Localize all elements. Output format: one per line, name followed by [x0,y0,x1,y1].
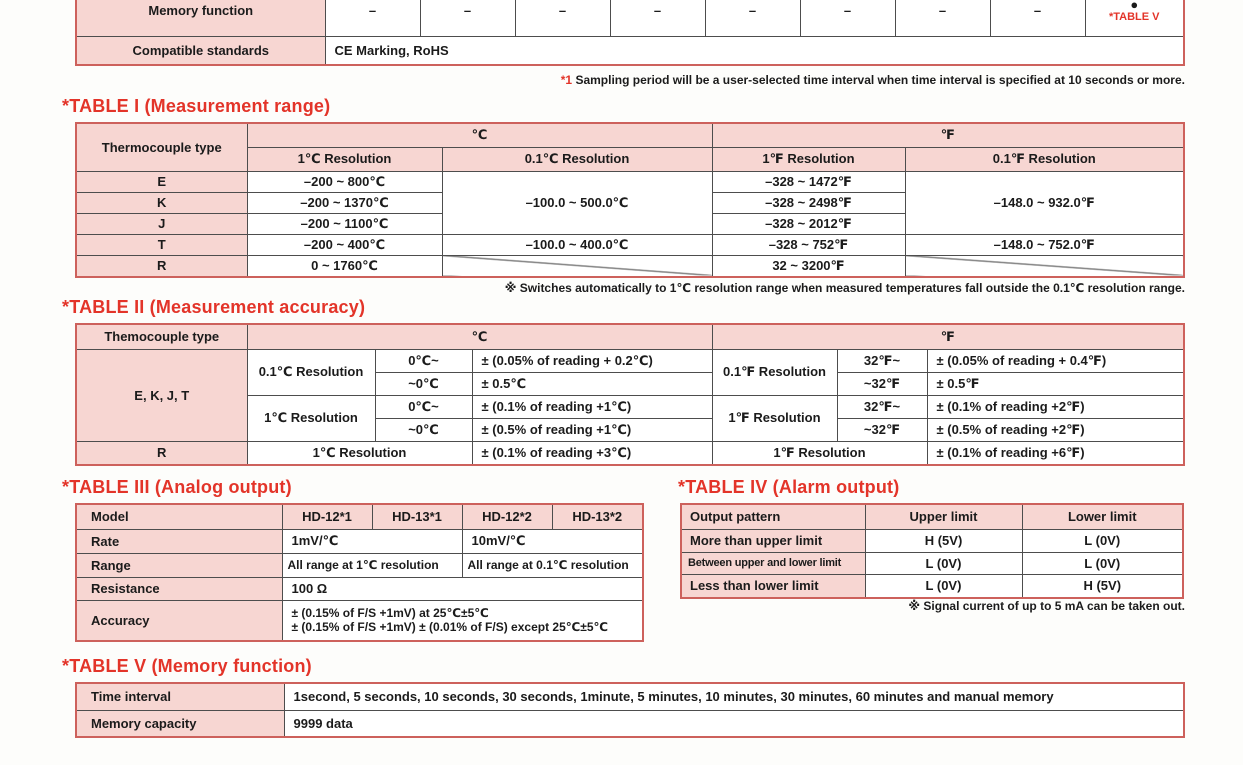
table-row [77,36,1183,64]
row-label-cell: Compatible standards [77,36,325,64]
value-cell: H (5V) [1022,574,1182,597]
row-label-cell: Less than lower limit [682,574,865,597]
table1-grid [77,124,1183,276]
table-row [77,325,1183,349]
footnote-marker: *1 [560,73,573,87]
value-cell: ± (0.5% of reading +2℉) [927,418,1183,441]
value-cell: – [420,0,515,36]
condition-cell: 0℃~ [375,349,472,372]
resolution-cell: 1℉ Resolution [712,441,927,464]
value-cell: ± (0.1% of reading +1℃) [472,395,712,418]
table-row [77,441,1183,464]
value-cell: 9999 data [284,710,1183,736]
table-row [77,171,1183,192]
row-label-cell: Between upper and lower limit [682,552,865,574]
row-label-cell: J [77,213,247,234]
column-header-cell: 1℉ Resolution [712,147,905,171]
value-cell: –200 ~ 400℃ [247,234,442,255]
bullet-dot-icon: ● [1130,0,1139,13]
value-cell: –328 ~ 1472℉ [712,171,905,192]
resolution-cell: 1℉ Resolution [712,395,837,441]
table-v-reference: *TABLE V [1108,11,1160,24]
value-cell: L (0V) [865,574,1022,597]
row-label-cell: Range [77,553,282,577]
value-cell: ± (0.5% of reading +1℃) [472,418,712,441]
table2-grid [77,325,1183,464]
value-cell: –328 ~ 2012℉ [712,213,905,234]
value-cell: CE Marking, RoHS [325,36,1183,64]
table4-footnote: ※ Signal current of up to 5 mA can be taken out. [908,599,1185,613]
table4-grid [682,505,1182,597]
spec-table [75,0,1185,66]
value-cell: –328 ~ 752℉ [712,234,905,255]
table3-grid [77,505,642,640]
row-label-cell: Memory function [77,0,325,36]
table-row [77,553,642,577]
resolution-cell: 1℃ Resolution [247,395,375,441]
value-cell: ± 0.5℃ [472,372,712,395]
table2 [75,323,1185,466]
value-cell: 100 Ω [282,577,642,600]
table3-title: *TABLE III (Analog output) [62,477,292,497]
column-header-cell: ℉ [712,325,1183,349]
column-header-cell: 0.1℉ Resolution [905,147,1183,171]
table1-footnote: ※ Switches automatically to 1℃ resolution range when measured temperatures fall outside the 0.1℃ resolution range. [504,281,1185,295]
table-row [77,124,1183,147]
row-label-cell: K [77,192,247,213]
row-label-cell: R [77,441,247,464]
table2-title: *TABLE II (Measurement accuracy) [62,297,366,317]
value-cell: H (5V) [865,529,1022,552]
row-label-cell: Model [77,505,282,529]
spec-table-grid [77,0,1183,64]
condition-cell: ~32℉ [837,372,927,395]
column-header-cell: Output pattern [682,505,865,529]
column-header-cell: 1℃ Resolution [247,147,442,171]
column-header-cell: Lower limit [1022,505,1182,529]
value-cell: 32 ~ 3200℉ [712,255,905,276]
row-label-cell: R [77,255,247,276]
not-applicable-cell [442,255,712,276]
table-row [682,552,1182,574]
value-cell: –200 ~ 1100℃ [247,213,442,234]
value-cell: – [515,0,610,36]
condition-cell: 32℉~ [837,349,927,372]
value-cell: ± (0.05% of reading + 0.2℃) [472,349,712,372]
table5-title: *TABLE V (Memory function) [62,656,312,676]
table4-title: *TABLE IV (Alarm output) [678,477,900,497]
value-cell: 10mV/℃ [462,529,642,553]
value-cell: L (0V) [1022,552,1182,574]
value-cell: ± (0.1% of reading +6℉) [927,441,1183,464]
column-header-cell: 0.1℃ Resolution [442,147,712,171]
table-row [77,577,642,600]
model-cell: HD-12*1 [282,505,372,529]
column-header-cell: Thermocouple type [77,124,247,171]
column-header-cell: ℃ [247,325,712,349]
value-cell: ± 0.5℉ [927,372,1183,395]
table3 [75,503,644,642]
table-row [77,234,1183,255]
value-cell: –328 ~ 2498℉ [712,192,905,213]
condition-cell: 0℃~ [375,395,472,418]
value-cell: –200 ~ 800℃ [247,171,442,192]
condition-cell: ~32℉ [837,418,927,441]
column-header-cell: ℃ [247,124,712,147]
resolution-cell: 0.1℉ Resolution [712,349,837,395]
value-cell: ± (0.1% of reading +3℃) [472,441,712,464]
sampling-footnote [561,73,1185,87]
condition-cell: 32℉~ [837,395,927,418]
table-row [77,529,642,553]
value-cell: –148.0 ~ 932.0℉ [905,171,1183,234]
resolution-cell: 0.1℃ Resolution [247,349,375,395]
model-cell: HD-13*1 [372,505,462,529]
accuracy-line-1: ± (0.15% of F/S +1mV) at 25℃±5℃ [291,606,489,621]
accuracy-line-2: ± (0.15% of F/S +1mV) ± (0.01% of F/S) except 25℃±5℃ [291,620,609,635]
model-cell: HD-12*2 [462,505,552,529]
footnote-text: Sampling period will be a user-selected time interval when time interval is specified at 10 seconds or more. [575,73,1185,87]
table-row [682,529,1182,552]
value-cell: All range at 0.1℃ resolution [462,553,642,577]
table5 [75,682,1185,738]
table-row [682,505,1182,529]
memory-bullet-cell [1085,0,1183,36]
row-label-cell: Time interval [77,684,284,710]
table-row [77,349,1183,372]
row-label-cell: More than upper limit [682,529,865,552]
row-label-cell: Rate [77,529,282,553]
value-cell: – [800,0,895,36]
table5-grid [77,684,1183,736]
table1 [75,122,1185,278]
row-label-cell: Resistance [77,577,282,600]
value-cell: –100.0 ~ 400.0℃ [442,234,712,255]
value-cell: – [325,0,420,36]
value-cell: – [610,0,705,36]
table4 [680,503,1184,599]
value-cell: 1mV/℃ [282,529,462,553]
condition-cell: ~0℃ [375,372,472,395]
model-cell: HD-13*2 [552,505,642,529]
value-cell: – [990,0,1085,36]
value-cell: –148.0 ~ 752.0℉ [905,234,1183,255]
table-row [682,574,1182,597]
table-row [77,255,1183,276]
table-row [77,0,1183,36]
row-label-cell: Accuracy [77,600,282,640]
value-cell [282,600,642,640]
condition-cell: ~0℃ [375,418,472,441]
value-cell: –100.0 ~ 500.0℃ [442,171,712,234]
table-row [77,600,642,640]
value-cell: 1second, 5 seconds, 10 seconds, 30 seconds, 1minute, 5 minutes, 10 minutes, 30 minutes, 60 minutes and manual memory [284,684,1183,710]
column-header-cell: ℉ [712,124,1183,147]
table-row [77,710,1183,736]
value-cell: ± (0.05% of reading + 0.4℉) [927,349,1183,372]
value-cell: – [895,0,990,36]
value-cell: ± (0.1% of reading +2℉) [927,395,1183,418]
value-cell: L (0V) [865,552,1022,574]
value-cell: – [705,0,800,36]
table-row [77,505,642,529]
value-cell: –200 ~ 1370℃ [247,192,442,213]
table1-title: *TABLE I (Measurement range) [62,96,331,116]
resolution-cell: 1℃ Resolution [247,441,472,464]
not-applicable-cell [905,255,1183,276]
row-label-cell: E [77,171,247,192]
value-cell: All range at 1℃ resolution [282,553,462,577]
column-header-cell: Upper limit [865,505,1022,529]
value-cell: L (0V) [1022,529,1182,552]
column-header-cell: Themocouple type [77,325,247,349]
value-cell: 0 ~ 1760℃ [247,255,442,276]
table-row [77,684,1183,710]
row-label-cell: Memory capacity [77,710,284,736]
row-label-cell: E, K, J, T [77,349,247,441]
row-label-cell: T [77,234,247,255]
